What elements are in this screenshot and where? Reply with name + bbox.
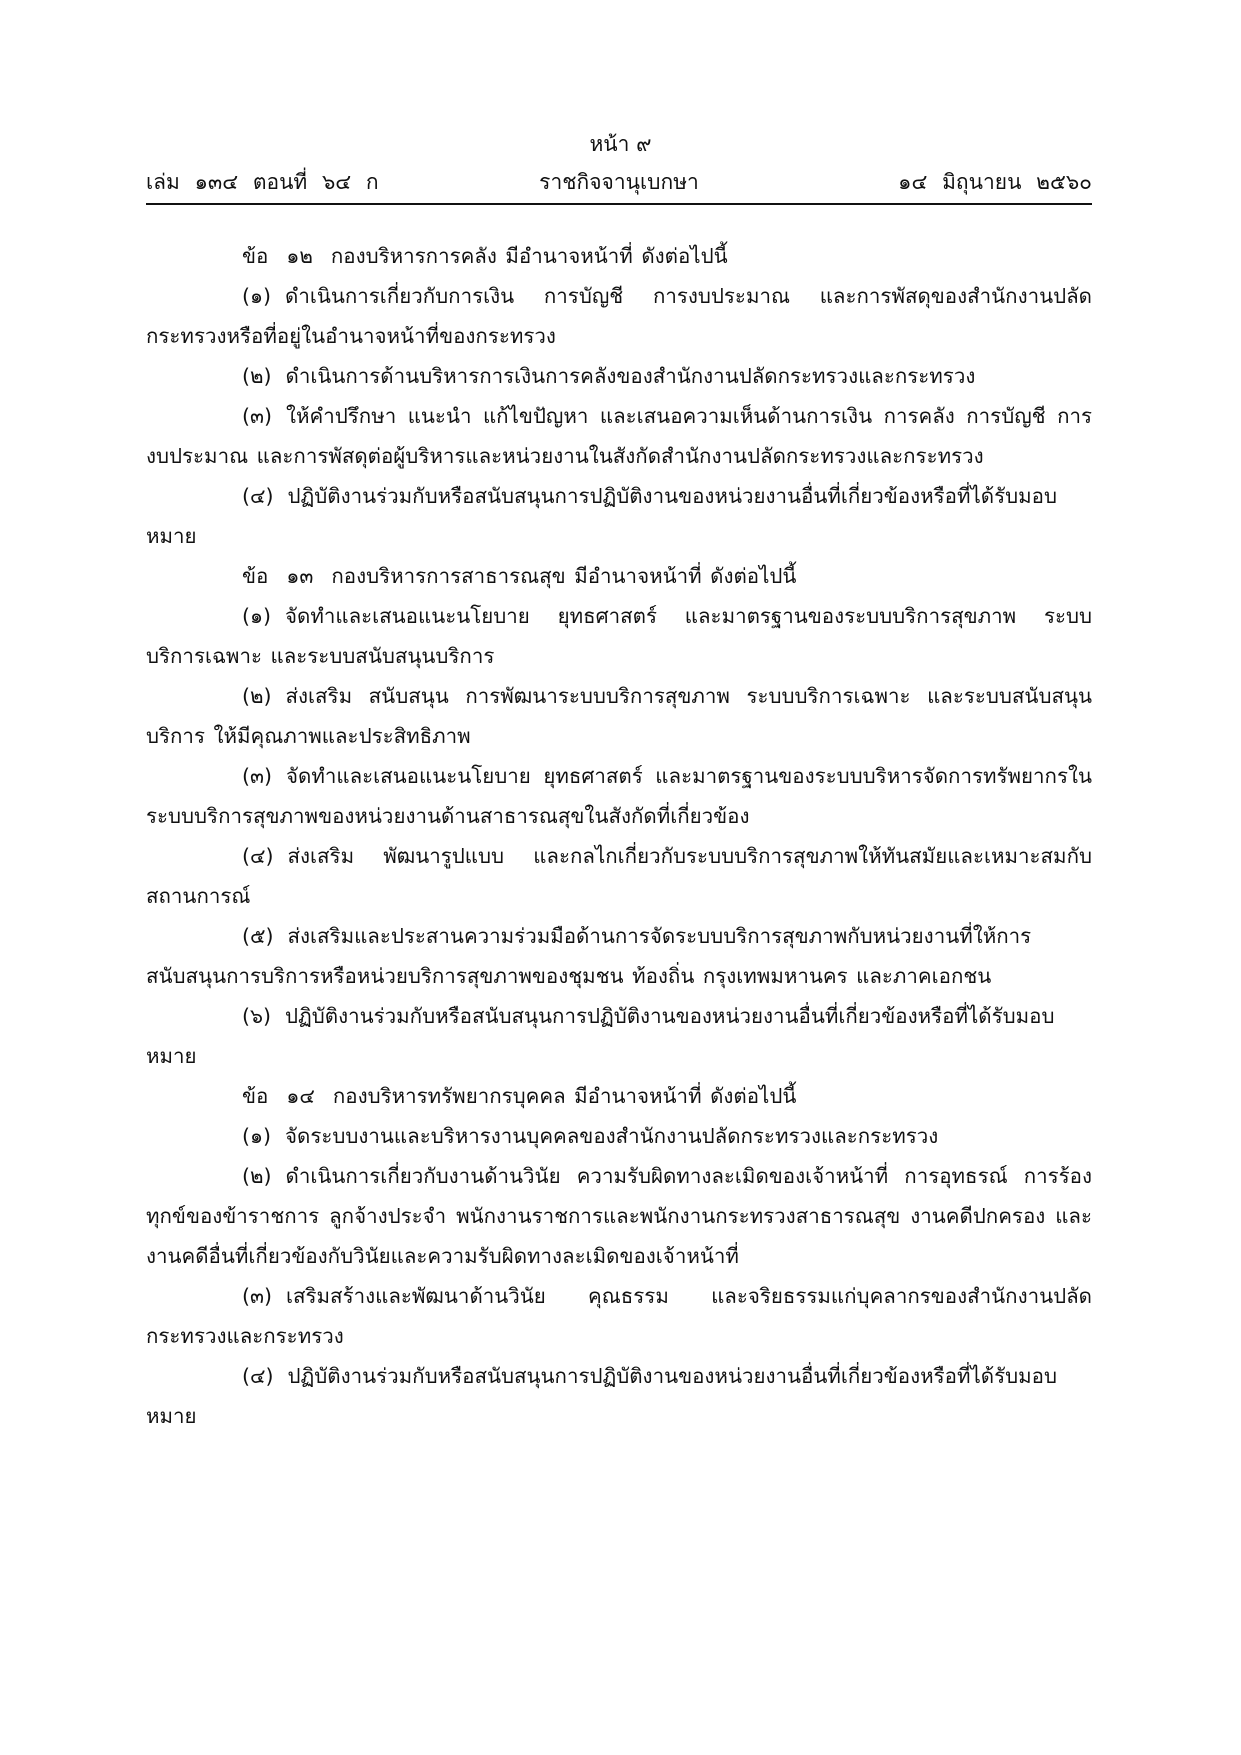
clause <box>146 996 1092 1076</box>
header-divider <box>146 203 1092 205</box>
article-number: ๑๒ <box>286 244 313 268</box>
clause-label: (๓) <box>242 764 273 788</box>
article-title: กองบริหารการคลัง มีอำนาจหน้าที่ ดังต่อไปนี้ <box>330 244 728 268</box>
clause-text: ปฏิบัติงานร่วมกับหรือสนับสนุนการปฏิบัติงานของหน่วยงานอื่นที่เกี่ยวข้องหรือที่ได้รับมอบหมาย <box>146 1364 1057 1428</box>
clause <box>146 396 1092 476</box>
clause-text: จัดระบบงานและบริหารงานบุคคลของสำนักงานปลัดกระทรวงและกระทรวง <box>285 1124 939 1148</box>
clause <box>146 916 1092 996</box>
article-heading <box>146 556 1092 596</box>
article-heading <box>146 1076 1092 1116</box>
clause-text: ส่งเสริม พัฒนารูปแบบ และกลไกเกี่ยวกับระบบบริการสุขภาพให้ทันสมัยและเหมาะสมกับสถานการณ์ <box>146 844 1092 908</box>
clause <box>146 276 1092 356</box>
article-word: ข้อ <box>242 244 269 268</box>
clause-label: (๓) <box>242 1284 273 1308</box>
clause <box>146 356 1092 396</box>
clause <box>146 1356 1092 1436</box>
clause-label: (๕) <box>242 924 274 948</box>
clause-text: ปฏิบัติงานร่วมกับหรือสนับสนุนการปฏิบัติงานของหน่วยงานอื่นที่เกี่ยวข้องหรือที่ได้รับมอบหมาย <box>146 1004 1055 1068</box>
gazette-header <box>146 166 1092 198</box>
clause-label: (๓) <box>242 404 273 428</box>
clause-text: ส่งเสริม สนับสนุน การพัฒนาระบบบริการสุขภาพ ระบบบริการเฉพาะ และระบบสนับสนุนบริการ ให้มีคุณภาพและประสิทธิภาพ <box>146 684 1092 748</box>
document-body <box>146 236 1092 1436</box>
article-number: ๑๓ <box>286 564 314 588</box>
clause-label: (๔) <box>242 844 274 868</box>
clause-text: จัดทำและเสนอแนะนโยบาย ยุทธศาสตร์ และมาตรฐานของระบบบริหารจัดการทรัพยากรในระบบบริการสุขภาพของหน่วยงานด้านสาธารณสุขในสังกัดที่เกี่ยวข้อง <box>146 764 1092 828</box>
article-word: ข้อ <box>242 1084 269 1108</box>
clause <box>146 1276 1092 1356</box>
page-number: หน้า ๙ <box>589 132 652 156</box>
clause-label: (๔) <box>242 1364 274 1388</box>
article-title: กองบริหารการสาธารณสุข มีอำนาจหน้าที่ ดังต่อไปนี้ <box>331 564 797 588</box>
clause-text: ให้คำปรึกษา แนะนำ แก้ไขปัญหา และเสนอความเห็นด้านการเงิน การคลัง การบัญชี การงบประมาณ และการพัสดุต่อผู้บริหารและหน่วยงานในสังกัดสำนักงานปลัดกระทรวงและกระทรวง <box>146 404 1092 468</box>
clause-label: (๑) <box>242 604 272 628</box>
publication-title: ราชกิจจานุเบกษา <box>539 170 699 194</box>
clause <box>146 1116 1092 1156</box>
article-heading <box>146 236 1092 276</box>
clause <box>146 836 1092 916</box>
clause-label: (๑) <box>242 1124 272 1148</box>
clause-text: ดำเนินการเกี่ยวกับการเงิน การบัญชี การงบประมาณ และการพัสดุของสำนักงานปลัดกระทรวงหรือที่อยู่ในอำนาจหน้าที่ของกระทรวง <box>146 284 1092 348</box>
clause-text: ดำเนินการเกี่ยวกับงานด้านวินัย ความรับผิดทางละเมิดของเจ้าหน้าที่ การอุทธรณ์ การร้องทุกข์ของข้าราชการ ลูกจ้างประจำ พนักงานราชการและพนักงานกระทรวงสาธารณสุข งานคดีปกครอง และงานคดีอื่นที่เกี่ยวข้องกับวินัยและความรับผิดทางละเมิดของเจ้าหน้าที่ <box>146 1164 1092 1268</box>
clause <box>146 596 1092 676</box>
clause-label: (๖) <box>242 1004 272 1028</box>
clause <box>146 1156 1092 1276</box>
clause-label: (๒) <box>242 364 272 388</box>
article-number: ๑๔ <box>286 1084 315 1108</box>
clause-label: (๔) <box>242 484 274 508</box>
publication-date: ๑๔ มิถุนายน ๒๕๖๐ <box>898 170 1092 194</box>
article-word: ข้อ <box>242 564 269 588</box>
clause <box>146 756 1092 836</box>
clause-text: เสริมสร้างและพัฒนาด้านวินัย คุณธรรม และจริยธรรมแก่บุคลากรของสำนักงานปลัดกระทรวงและกระทรวง <box>146 1284 1092 1348</box>
clause-label: (๒) <box>242 684 272 708</box>
volume-issue: เล่ม ๑๓๔ ตอนที่ ๖๔ ก <box>146 170 379 194</box>
clause-label: (๑) <box>242 284 272 308</box>
clause-text: ดำเนินการด้านบริหารการเงินการคลังของสำนักงานปลัดกระทรวงและกระทรวง <box>285 364 976 388</box>
clause-label: (๒) <box>242 1164 272 1188</box>
clause <box>146 476 1092 556</box>
clause-text: จัดทำและเสนอแนะนโยบาย ยุทธศาสตร์ และมาตรฐานของระบบบริการสุขภาพ ระบบบริการเฉพาะ และระบบสนับสนุนบริการ <box>146 604 1092 668</box>
clause-text: ส่งเสริมและประสานความร่วมมือด้านการจัดระบบบริการสุขภาพกับหน่วยงานที่ให้การสนับสนุนการบริการหรือหน่วยบริการสุขภาพของชุมชน ท้องถิ่น กรุงเทพมหานคร และภาคเอกชน <box>146 924 1032 988</box>
clause <box>146 676 1092 756</box>
clause-text: ปฏิบัติงานร่วมกับหรือสนับสนุนการปฏิบัติงานของหน่วยงานอื่นที่เกี่ยวข้องหรือที่ได้รับมอบหมาย <box>146 484 1057 548</box>
article-title: กองบริหารทรัพยากรบุคคล มีอำนาจหน้าที่ ดังต่อไปนี้ <box>332 1084 797 1108</box>
